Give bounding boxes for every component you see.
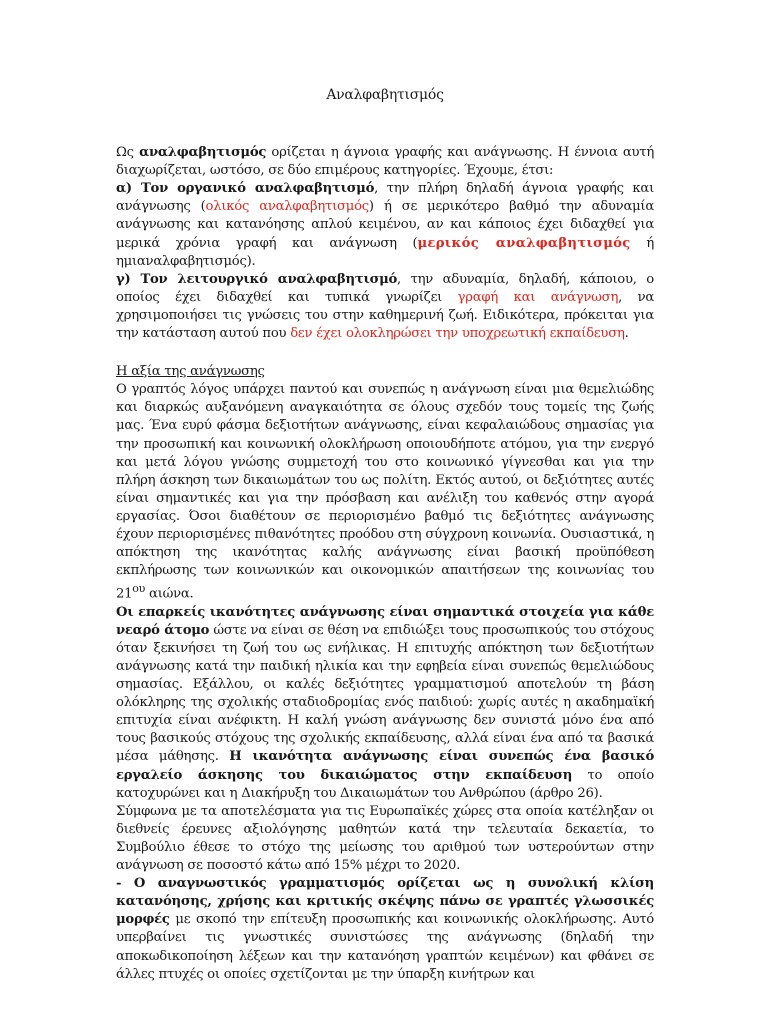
body-paragraph-2 — [116, 604, 654, 803]
category-a-text3: ή ημιαναλφαβητισμός). — [116, 235, 655, 269]
intro-lead: Ως — [116, 145, 140, 161]
paragraph-2-bold-lead: Οι επαρκείς ικανότητες ανάγνωσης είναι σημαντικά στοιχεία για κάθε νεαρό άτομο — [116, 604, 654, 638]
category-a-text1: , την πλήρη δηλαδή άγνοια γραφής και ανάγνωσης ( — [116, 181, 654, 215]
category-b-text2: , να χρησιμοποιήσει τις γνώσεις του στην καθημερινή ζωή. Ειδικότερα, πρόκειται για την κατάσταση αυτού που — [116, 289, 655, 342]
paragraph-4-text: με σκοπό την επίτευξη προσωπικής και κοινωνικής ολοκλήρωσης. Αυτό υπερβαίνει τις γνωστικές συνιστώσες της ανάγνωσης (δηλαδή την αποκωδικοποίηση λέξεων και την κατανόηση γραπτών κειμένων) και φθάνει σε άλλες πτυχές οι οποίες σχετίζονται με την ύπαρξη κινήτρων και — [116, 912, 654, 982]
category-b-term: γ) Τον λειτουργικό αναλφαβητισμό — [116, 271, 398, 287]
document-page — [116, 86, 654, 984]
document-title: Αναλφαβητισμός — [326, 87, 444, 103]
category-a-paragraph — [116, 180, 654, 270]
intro-term: αναλφαβητισμός — [139, 145, 267, 161]
category-b-red-phrase1: γραφή και ανάγνωση — [457, 289, 619, 305]
category-b-text1: , την αδυναμία, δηλαδή, κάποιου, ο οποίος έχει διδαχθεί και τυπικά γνωρίζει — [116, 271, 654, 305]
category-b-red-phrase2: δεν έχει ολοκληρώσει την υποχρεωτική εκπαίδευση — [290, 326, 625, 342]
paragraph-4-bold-lead: - Ο αναγνωστικός γραμματισμός ορίζεται ως η συνολική κλίση κατανόησης, χρήσης και κριτικής σκέψης πάνω σε γραπτές γλωσσικές μορφές — [116, 876, 654, 928]
intro-text: ορίζεται η άγνοια γραφής και ανάγνωσης. Η έννοια αυτή διαχωρίζεται, ωστόσο, σε δύο επιμέρους κατηγορίες. Έχουμε, έτσι: — [116, 145, 654, 179]
category-a-red-phrase2: μερικός αναλφαβητισμός — [417, 235, 631, 251]
section-heading: Η αξία της ανάγνωσης — [116, 364, 265, 380]
paragraph-1-text: Ο γραπτός λόγος υπάρχει παντού και συνεπώς η ανάγνωση είναι μια θεμελιώδης και διαρκώς αυξανόμενη αναγκαιότητα σε όλους σχεδόν τους τομείς της ζωής μας. Ένα ευρύ φάσμα δεξιοτήτων ανάγνωσης, είναι κεφαλαιώδους σημασίας για την προσωπική και κοινωνική ολοκλήρωση οποιουδήποτε ατόμου, για την ενεργό και μετά λόγου γνώσης συμμετοχή του στο κοινωνικό γίγνεσθαι και για την πλήρη άσκηση των δικαιωμάτων του ως πολίτη. Εκτός αυτού, οι δεξιότητες αυτές είναι σημαντικές και για την πρόσβαση και ανέλιξη του καθενός στην αγορά εργασίας. Όσοι διαθέτουν σε περιορισμένο βαθμό τις δεξιότητες ανάγνωσης έχουν περιορισμένες πιθανότητες προόδου στη σύγχρονη κοινωνία. Ουσιαστικά, η απόκτηση της ικανότητας καλής ανάγνωσης είναι βασική προϋπόθεση εκπλήρωσης των κοινωνικών και οικονομικών απαιτήσεων της κοινωνίας του 21 — [116, 382, 654, 602]
paragraph-1-tail: αιώνα. — [145, 586, 194, 602]
body-paragraph-4 — [116, 875, 654, 984]
category-b-text3: . — [624, 326, 629, 342]
category-a-red-phrase1: ολικός αναλφαβητισμός — [205, 199, 369, 215]
body-paragraph-3: Σύμφωνα με τα αποτελέσματα για τις Ευρωπαϊκές χώρες στα οποία κατέληξαν οι διεθνείς έρευνες αξιολόγησης μαθητών κατά την τελευταία δεκαετία, το Συμβούλιο έθεσε το στόχο της μείωσης του αριθμού των υστερούντων στην ανάγνωση σε ποσοστό κάτω από 15% μέχρι το 2020. — [116, 803, 654, 874]
ordinal-superscript: ου — [132, 582, 146, 596]
intro-paragraph — [116, 144, 654, 180]
category-b-paragraph — [116, 271, 654, 343]
body-paragraph-1 — [116, 381, 654, 604]
paragraph-2-text1: ώστε να είναι σε θέση να επιδιώξει τους προσωπικούς του στόχους όταν ξεκινήσει τη ζωή του ως ενήλικας. Η επιτυχής απόκτηση των δεξιοτήτων ανάγνωσης κατά την παιδική ηλικία και την εφηβεία είναι συνεπώς θεμελιώδους σημασίας. Εξάλλου, οι καλές δεξιότητες γραμματισμού αποτελούν τη βάση ολόκληρης της σχολικής σταδιοδρομίας ενός παιδιού: χωρίς αυτές η ακαδημαϊκή επιτυχία είναι ανέφικτη. Η καλή γνώση ανάγνωσης δεν συνιστά μόνο ένα από τους βασικούς στόχους της σχολικής εκπαίδευσης, αλλά είναι ένα από τα βασικά μέσα μάθησης. — [116, 622, 654, 765]
paragraph-2-text2: το οποίο κατοχυρώνει και η Διακήρυξη του Δικαιωμάτων του Ανθρώπου (άρθρο 26). — [116, 767, 654, 801]
category-a-text2: ) ή σε μερικότερο βαθμό την αδυναμία ανάγνωσης και κατανόησης απλού κειμένου, αν και κάποιος έχει διδαχθεί για μερικά χρόνια γραφή και ανάγνωση ( — [116, 199, 654, 251]
category-a-term: α) Τον οργανικό αναλφαβητισμό — [116, 181, 375, 197]
paragraph-2-bold-middle: Η ικανότητα ανάγνωσης είναι συνεπώς ένα βασικό εργαλείο άσκησης του δικαιώματος στην εκπαίδευση — [116, 749, 654, 783]
